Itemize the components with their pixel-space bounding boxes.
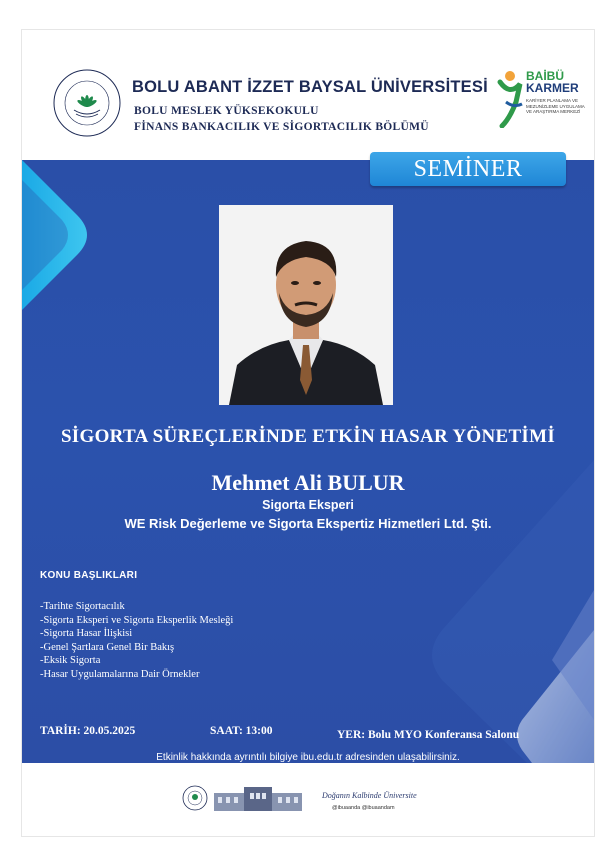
school-name: BOLU MESLEK YÜKSEKOKULU [134,105,319,117]
footer-logos [182,785,442,819]
university-name: BOLU ABANT İZZET BAYSAL ÜNİVERSİTESİ [132,78,488,96]
info-note: Etkinlik hakkında ayrıntılı bilgiye ibu.edu.tr adresinden ulaşabilirsiniz. [156,752,460,763]
karmer-figure-icon [496,68,526,128]
campus-building-icon [214,787,302,811]
footer-seal-logo [182,785,208,811]
karmer-logo [496,68,592,134]
karmer-title-2: KARMER [526,81,579,95]
event-place: YER: Bolu MYO Konferansa Salonu [337,729,520,741]
event-time: SAAT: 13:00 [210,725,273,737]
topic-item: -Sigorta Hasar İlişkisi [40,628,133,639]
department-name: FİNANS BANKACILIK VE SİGORTACILIK BÖLÜMÜ [134,121,429,133]
poster-footer [22,763,594,836]
topic-item: -Genel Şartlara Genel Bir Bakış [40,641,175,653]
university-seal-logo [52,68,122,138]
footer-slogan: Doğanın Kalbinde Üniversite [322,791,417,800]
karmer-title-1: BAİBÜ [526,69,564,83]
topic-item: -Tarihte Sigortacılık [40,601,125,612]
poster-header [22,30,594,160]
speaker-portrait [219,205,393,405]
seminar-title: SİGORTA SÜREÇLERİNDE ETKİN HASAR YÖNETİMİ [60,426,556,447]
speaker-company: WE Risk Değerleme ve Sigorta Ekspertiz Hizmetleri Ltd. Şti. [124,516,492,531]
speaker-photo [219,205,393,405]
topic-item: -Hasar Uygulamalarına Dair Örnekler [40,668,200,680]
topic-item: -Eksik Sigorta [40,655,101,666]
seminar-poster [22,30,594,836]
seminar-badge: SEMİNER [370,152,566,186]
karmer-subtitle: KARİYER PLANLAMA VE MEZUNİZLEME UYGULAMA VE ARAŞTIRMA MERKEZİ [526,98,585,114]
topics-heading: KONU BAŞLIKLARI [40,570,138,581]
topics-list [40,600,233,681]
topic-item: -Sigorta Eksperi ve Sigorta Eksperlik Mesleği [40,614,234,626]
footer-social-handles: @ibuaanda @ibuaandam [332,805,395,811]
speaker-name: Mehmet Ali BULUR [211,470,405,495]
speaker-role: Sigorta Eksperi [262,498,354,512]
event-date: TARİH: 20.05.2025 [40,725,136,737]
